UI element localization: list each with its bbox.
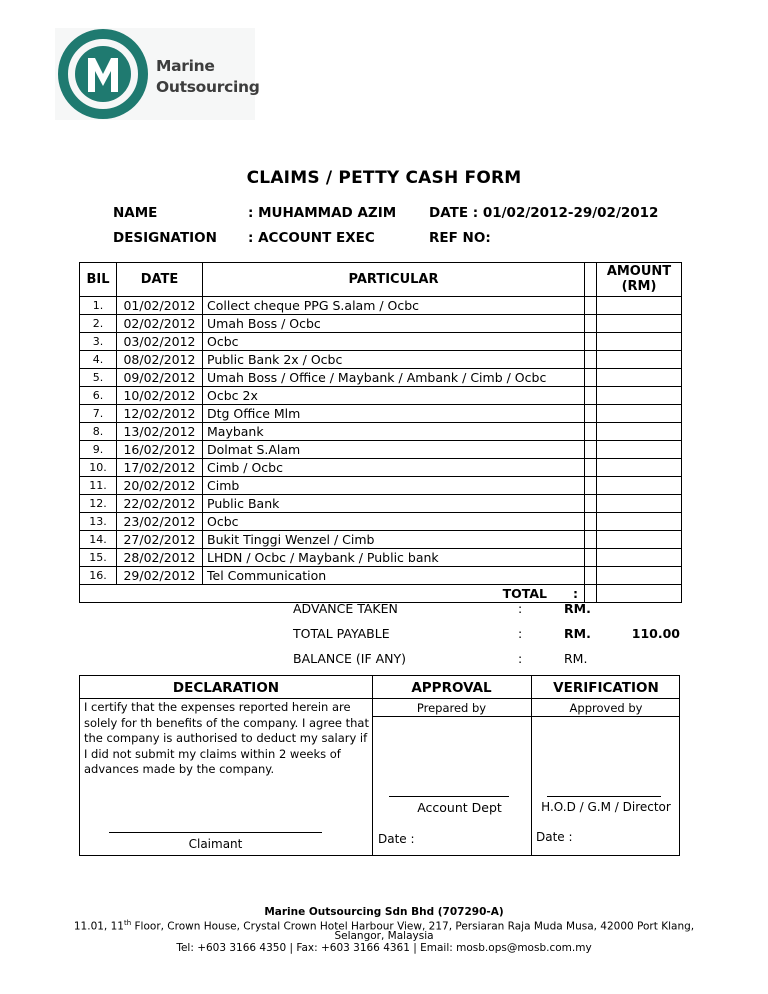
amount-cell — [597, 351, 682, 369]
advance-colon: : — [518, 601, 523, 616]
total-amount-cell — [597, 585, 682, 603]
date-cell: 22/02/2012 — [117, 495, 203, 513]
footer-address-sup: th — [123, 919, 132, 927]
balance-colon: : — [518, 651, 523, 666]
particular-cell: Umah Boss / Ocbc — [203, 315, 585, 333]
bil-cell: 13. — [80, 513, 117, 531]
name-label: NAME — [113, 205, 158, 221]
name-value: : MUHAMMAD AZIM — [248, 205, 397, 221]
payable-rm: RM. — [564, 626, 591, 641]
particular-cell: Dtg Office Mlm — [203, 405, 585, 423]
advance-taken-label: ADVANCE TAKEN — [293, 601, 398, 616]
footer-address-line2: Selangor, Malaysia — [334, 930, 434, 942]
logo-text-line1: Marine — [156, 57, 215, 75]
bil-cell: 11. — [80, 477, 117, 495]
table-row — [80, 315, 682, 333]
approval-date-label: Date : — [378, 832, 415, 846]
gap-cell — [585, 351, 597, 369]
claimant-label: Claimant — [188, 837, 243, 851]
designation-label: DESIGNATION — [113, 230, 217, 246]
table-row — [80, 495, 682, 513]
date-cell: 09/02/2012 — [117, 369, 203, 387]
gap-cell — [585, 423, 597, 441]
total-label: TOTAL — [502, 586, 547, 601]
gap-cell — [585, 495, 597, 513]
table-row — [80, 297, 682, 315]
signature-line-claimant — [109, 832, 322, 833]
gap-cell — [585, 441, 597, 459]
col-header-amount — [597, 263, 682, 297]
amount-cell — [597, 513, 682, 531]
amount-cell — [597, 405, 682, 423]
particular-cell: Tel Communication — [203, 567, 585, 585]
logo-text-line2: Outsourcing — [156, 78, 260, 96]
date-cell: 01/02/2012 — [117, 297, 203, 315]
footer-address-pre: 11.01, 11 — [73, 920, 124, 933]
hod-role-label: H.O.D / G.M / Director — [541, 800, 671, 814]
total-label-cell — [80, 585, 585, 603]
gap-cell — [585, 405, 597, 423]
gap-cell — [585, 513, 597, 531]
particular-cell: Public Bank 2x / Ocbc — [203, 351, 585, 369]
amount-cell — [597, 549, 682, 567]
declaration-text: I certify that the expenses reported herein are solely for th benefits of the company. I agree that the company is authorised to deduct my salary if I did not submit my claims within 2 weeks of advances made by the company. — [84, 700, 369, 776]
table-row — [80, 531, 682, 549]
date-cell: 23/02/2012 — [117, 513, 203, 531]
footer-contact: Tel: +603 3166 4350 | Fax: +603 3166 4361 | Email: mosb.ops@mosb.com.my — [176, 942, 592, 954]
gap-cell — [585, 459, 597, 477]
amount-unit-label: (RM) — [621, 279, 657, 294]
table-row — [80, 351, 682, 369]
bil-cell: 3. — [80, 333, 117, 351]
amount-cell — [597, 441, 682, 459]
amount-cell — [597, 333, 682, 351]
footer-company: Marine Outsourcing Sdn Bhd (707290-A) — [264, 906, 504, 918]
footer-address-post: Floor, Crown House, Crystal Crown Hotel Harbour View, 217, Persiaran Raja Muda Musa, 42000 Port Klang, — [131, 920, 695, 933]
date-cell: 12/02/2012 — [117, 405, 203, 423]
bil-cell: 10. — [80, 459, 117, 477]
approved-by-label: Approved by — [569, 701, 643, 715]
particular-cell: Cimb — [203, 477, 585, 495]
bil-cell: 9. — [80, 441, 117, 459]
claims-table — [79, 262, 682, 603]
form-title: CLAIMS / PETTY CASH FORM — [246, 168, 522, 188]
table-row — [80, 333, 682, 351]
date-cell: 16/02/2012 — [117, 441, 203, 459]
table-row — [80, 405, 682, 423]
balance-label: BALANCE (IF ANY) — [293, 651, 407, 666]
gap-cell — [585, 477, 597, 495]
particular-cell: Ocbc — [203, 333, 585, 351]
bil-cell: 5. — [80, 369, 117, 387]
amount-cell — [597, 387, 682, 405]
bil-cell: 15. — [80, 549, 117, 567]
date-cell: 28/02/2012 — [117, 549, 203, 567]
table-row — [80, 549, 682, 567]
verification-heading: VERIFICATION — [553, 680, 659, 696]
total-gap-cell — [585, 585, 597, 603]
amount-cell — [597, 369, 682, 387]
particular-cell: Ocbc 2x — [203, 387, 585, 405]
signature-line-hod — [547, 796, 661, 797]
particular-cell: Ocbc — [203, 513, 585, 531]
bil-cell: 7. — [80, 405, 117, 423]
amount-label: AMOUNT — [606, 264, 672, 279]
gap-cell — [585, 387, 597, 405]
total-colon: : — [573, 586, 578, 601]
date-cell: 29/02/2012 — [117, 567, 203, 585]
balance-rm: RM. — [564, 651, 588, 666]
date-cell: 03/02/2012 — [117, 333, 203, 351]
date-cell: 27/02/2012 — [117, 531, 203, 549]
prepared-by-label: Prepared by — [416, 701, 487, 715]
bil-cell: 14. — [80, 531, 117, 549]
ref-no-label: REF NO: — [429, 230, 491, 246]
particular-cell: Dolmat S.Alam — [203, 441, 585, 459]
amount-cell — [597, 531, 682, 549]
date-cell: 20/02/2012 — [117, 477, 203, 495]
date-cell: 08/02/2012 — [117, 351, 203, 369]
particular-cell: Cimb / Ocbc — [203, 459, 585, 477]
bil-cell: 16. — [80, 567, 117, 585]
payable-colon: : — [518, 626, 523, 641]
particular-cell: Bukit Tinggi Wenzel / Cimb — [203, 531, 585, 549]
divider-horizontal — [372, 716, 679, 717]
table-row — [80, 369, 682, 387]
table-row — [80, 567, 682, 585]
gap-cell — [585, 297, 597, 315]
declaration-box — [79, 675, 680, 856]
table-row — [80, 477, 682, 495]
company-logo — [55, 28, 260, 120]
marine-m-logo-icon — [55, 28, 155, 120]
table-row — [80, 513, 682, 531]
amount-cell — [597, 423, 682, 441]
col-header-date: DATE — [117, 263, 203, 297]
amount-cell — [597, 297, 682, 315]
advance-rm: RM. — [564, 601, 591, 616]
particular-cell: Collect cheque PPG S.alam / Ocbc — [203, 297, 585, 315]
table-row — [80, 423, 682, 441]
table-row — [80, 387, 682, 405]
table-header-row — [80, 263, 682, 297]
gap-cell — [585, 549, 597, 567]
date-cell: 13/02/2012 — [117, 423, 203, 441]
date-range: DATE : 01/02/2012-29/02/2012 — [429, 205, 659, 221]
amount-cell — [597, 459, 682, 477]
account-dept-label: Account Dept — [417, 800, 502, 815]
gap-cell — [585, 369, 597, 387]
verification-date-label: Date : — [536, 830, 573, 844]
gap-cell — [585, 567, 597, 585]
approval-heading: APPROVAL — [411, 680, 492, 696]
date-cell: 17/02/2012 — [117, 459, 203, 477]
bil-cell: 4. — [80, 351, 117, 369]
amount-cell — [597, 495, 682, 513]
bil-cell: 6. — [80, 387, 117, 405]
gap-cell — [585, 315, 597, 333]
date-cell: 10/02/2012 — [117, 387, 203, 405]
total-row — [80, 585, 682, 603]
signature-line-account — [389, 796, 509, 797]
amount-cell — [597, 315, 682, 333]
gap-cell — [585, 333, 597, 351]
col-header-gap — [585, 263, 597, 297]
particular-cell: Maybank — [203, 423, 585, 441]
bil-cell: 2. — [80, 315, 117, 333]
bil-cell: 12. — [80, 495, 117, 513]
declaration-heading: DECLARATION — [172, 680, 280, 696]
bil-cell: 8. — [80, 423, 117, 441]
particular-cell: LHDN / Ocbc / Maybank / Public bank — [203, 549, 585, 567]
amount-cell — [597, 567, 682, 585]
total-payable-label: TOTAL PAYABLE — [293, 626, 390, 641]
table-row — [80, 459, 682, 477]
col-header-particular: PARTICULAR — [203, 263, 585, 297]
divider-horizontal — [80, 698, 679, 699]
bil-cell: 1. — [80, 297, 117, 315]
particular-cell: Umah Boss / Office / Maybank / Ambank / Cimb / Ocbc — [203, 369, 585, 387]
designation-value: : ACCOUNT EXEC — [248, 230, 375, 246]
col-header-bil: BIL — [80, 263, 117, 297]
particular-cell: Public Bank — [203, 495, 585, 513]
date-cell: 02/02/2012 — [117, 315, 203, 333]
gap-cell — [585, 531, 597, 549]
amount-cell — [597, 477, 682, 495]
table-row — [80, 441, 682, 459]
payable-value: 110.00 — [631, 626, 680, 641]
